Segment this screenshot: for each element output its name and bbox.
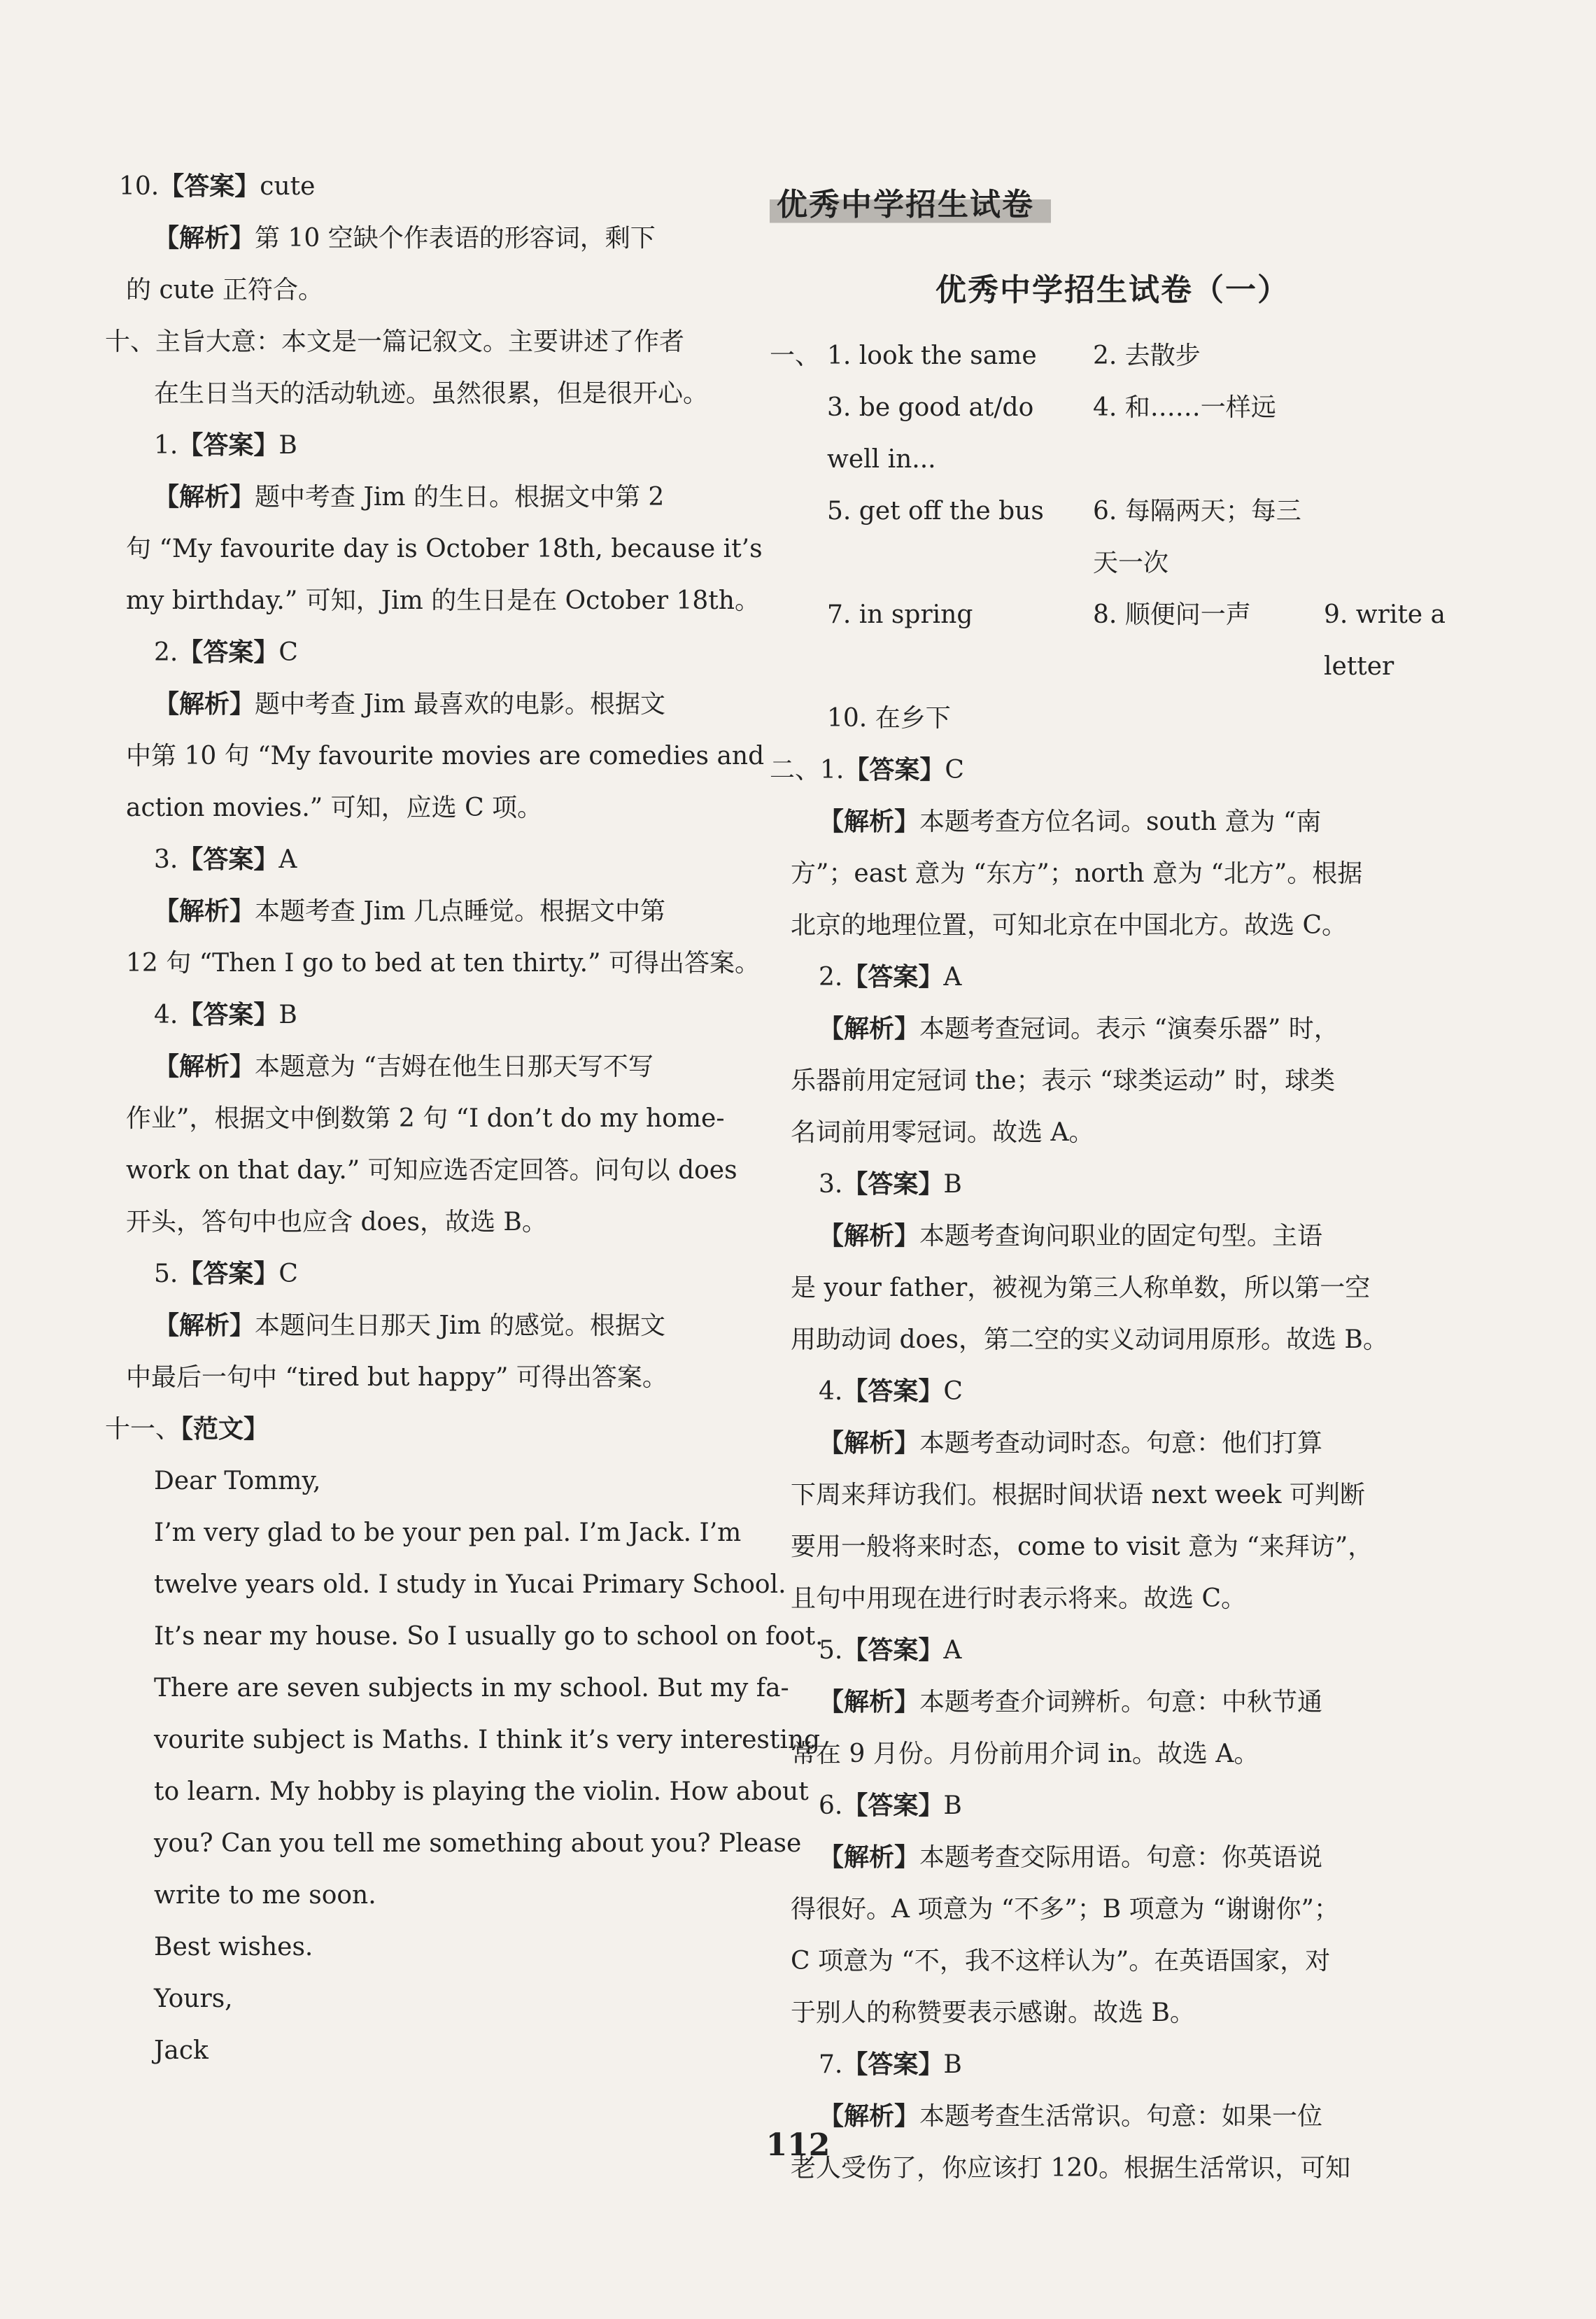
text-line [105, 575, 760, 627]
line-text: 4. [154, 1001, 178, 1029]
bracket-label: 【答案】 [842, 1377, 944, 1406]
line-text: 7. [819, 2050, 843, 2079]
part-one [770, 330, 1455, 745]
text-line [105, 1197, 749, 1248]
bracket-label: 【答案】 [842, 963, 944, 992]
line-text: B [943, 1791, 962, 1820]
text-line [770, 1987, 1455, 2039]
text-line [105, 368, 749, 420]
bracket-label: 【解析】 [154, 690, 255, 719]
text-line [105, 834, 749, 886]
line-text: twelve years old. I study in Yucai Primary School. [154, 1570, 786, 1599]
line-text: 用助动词 does，第二空的实义动词用原形。故选 B。 [791, 1325, 1388, 1354]
part-one-label: 一、 [770, 341, 821, 370]
text-line [770, 1159, 1455, 1211]
line-text: 本题考查冠词。表示 “演奏乐器” 时， [919, 1015, 1339, 1043]
text-line [105, 1404, 749, 1455]
text-line [770, 1366, 1455, 1418]
bracket-label: 【答案】 [842, 1791, 944, 1820]
text-line [105, 1248, 749, 1300]
bracket-label: 【答案】 [178, 638, 279, 667]
answer-row [827, 486, 1455, 589]
text-line [105, 1766, 809, 1818]
text-line [105, 989, 749, 1041]
text-line [105, 1507, 749, 1559]
text-line [105, 1663, 789, 1714]
answer-cell: 1. look the same [827, 341, 1037, 370]
bracket-label: 【答案】 [844, 756, 945, 784]
answer-cell [1093, 693, 1324, 745]
line-text: C [278, 638, 298, 667]
text-line [770, 1469, 1455, 1521]
line-text: 方”；east 意为 “东方”；north 意为 “北方”。根据 [791, 859, 1363, 888]
bracket-label: 【答案】 [159, 172, 260, 201]
text-line [770, 952, 1455, 1003]
text-line [105, 1922, 749, 1973]
text-line [770, 900, 1455, 952]
line-text: C 项意为 “不，我不这样认为”。在英语国家，对 [791, 1947, 1331, 1975]
part-one-answers [770, 330, 1455, 745]
bracket-label: 【解析】 [154, 224, 255, 253]
line-text: It’s near my house. So I usually go to school on foot. [154, 1622, 824, 1651]
line-text: A [943, 963, 962, 992]
line-text: 的 cute 正符合。 [126, 276, 324, 304]
line-text: 2. [819, 963, 843, 992]
text-line [105, 627, 749, 679]
bracket-label: 【答案】 [178, 845, 279, 874]
line-text: 本题考查动词时态。句意：他们打算 [919, 1429, 1323, 1458]
text-line [770, 1262, 1455, 1314]
text-line [770, 2039, 1455, 2091]
line-text: C [278, 1260, 298, 1288]
line-text: A [278, 845, 297, 874]
text-line [105, 523, 763, 575]
bracket-label: 【答案】 [842, 1170, 944, 1199]
line-text: write to me soon. [154, 1881, 376, 1910]
text-line [770, 1573, 1455, 1625]
line-text: 本题考查 Jim 几点睡觉。根据文中第 [255, 897, 665, 926]
bracket-label: 【答案】 [842, 1636, 944, 1665]
line-text: C [943, 1377, 963, 1406]
bracket-label: 【解析】 [819, 2102, 920, 2131]
line-text: 题中考查 Jim 最喜欢的电影。根据文 [255, 690, 665, 719]
line-text: 十、主旨大意：本文是一篇记叙文。主要讲述了作者 [105, 327, 685, 356]
answer-cell: 7. in spring [827, 600, 973, 629]
answer-cell: 4. 和……一样远 [1093, 393, 1276, 422]
line-text: Dear Tommy, [154, 1467, 321, 1495]
bracket-label: 【解析】 [154, 483, 255, 512]
line-text: 且句中用现在进行时表示将来。故选 C。 [791, 1584, 1246, 1613]
line-text: 本题意为 “吉姆在他生日那天写不写 [255, 1052, 654, 1081]
answer-row [827, 589, 1455, 693]
line-text: 乐器前用定冠词 the；表示 “球类运动” 时，球类 [791, 1066, 1336, 1095]
bracket-label: 【解析】 [819, 1222, 920, 1250]
text-line [105, 420, 749, 472]
line-text: 句 “My favourite day is October 18th, because it’s [126, 535, 763, 563]
line-text: 本题考查介词辨析。句意：中秋节通 [919, 1688, 1323, 1717]
text-line [105, 938, 760, 989]
bracket-label: 【解析】 [819, 808, 920, 836]
answer-cell [1324, 693, 1513, 745]
line-text: 本题考查交际用语。句意：你英语说 [919, 1843, 1323, 1872]
answer-cell [1324, 330, 1513, 382]
text-line [105, 1973, 749, 2025]
text-line [105, 1455, 749, 1507]
text-line [105, 265, 749, 316]
text-line [770, 1314, 1455, 1366]
text-line [770, 1936, 1455, 1987]
line-text: 6. [819, 1791, 843, 1820]
text-line [105, 679, 749, 731]
line-text: B [943, 2050, 962, 2079]
answer-cell: 5. get off the bus [827, 497, 1044, 526]
line-text: B [278, 1001, 297, 1029]
line-text: C [945, 756, 964, 784]
line-text: 中最后一句中 “tired but happy” 可得出答案。 [126, 1363, 668, 1392]
line-text: 在生日当天的活动轨迹。虽然很累，但是很开心。 [154, 379, 709, 408]
bracket-label: 【解析】 [819, 1843, 920, 1872]
line-text: Jack [154, 2036, 209, 2065]
text-line [770, 1003, 1455, 1055]
line-text: 二、1. [770, 756, 845, 784]
text-line [105, 1093, 749, 1145]
answer-cell [1324, 486, 1513, 589]
answer-cell: 3. be good at/do well in... [827, 393, 1034, 474]
bracket-label: 【答案】 [178, 1260, 279, 1288]
text-line [105, 2025, 749, 2077]
page-number: 112 [765, 2127, 831, 2163]
bracket-label: 【解析】 [154, 1311, 255, 1340]
line-text: 得很好。A 项意为 “不多”；B 项意为 “谢谢你”； [791, 1895, 1339, 1924]
text-line [770, 1780, 1455, 1832]
answer-cell: 9. write a letter [1324, 600, 1446, 681]
line-text: 老人受伤了，你应该打 120。根据生活常识，可知 [791, 2154, 1351, 2183]
text-line [105, 886, 749, 938]
bracket-label: 【解析】 [819, 1015, 920, 1043]
line-text: 下周来拜访我们。根据时间状语 next week 可判断 [791, 1481, 1365, 1509]
line-text: 4. [819, 1377, 843, 1406]
line-text: cute [260, 172, 316, 201]
line-text: 北京的地理位置，可知北京在中国北方。故选 C。 [791, 911, 1347, 940]
line-text: 3. [819, 1170, 843, 1199]
bracket-label: 【解析】 [154, 897, 255, 926]
text-line [105, 161, 749, 213]
answer-cell: 10. 在乡下 [827, 704, 951, 733]
right-answers [770, 745, 1455, 2194]
line-text: you? Can you tell me something about you? Please [154, 1829, 802, 1858]
line-text: work on that day.” 可知应选否定回答。问句以 does [126, 1156, 737, 1185]
line-text: A [943, 1636, 962, 1665]
text-line [105, 1145, 749, 1197]
line-text: 5. [154, 1260, 178, 1288]
text-line [105, 316, 749, 368]
line-text: 中第 10 句 “My favourite movies are comedies and [126, 742, 765, 770]
line-text: 10. [119, 172, 160, 201]
text-line [105, 1300, 749, 1352]
line-text: 5. [819, 1636, 843, 1665]
text-line [105, 1870, 749, 1922]
line-text: action movies.” 可知，应选 C 项。 [126, 794, 543, 822]
text-line [105, 1611, 824, 1663]
line-text: my birthday.” 可知，Jim 的生日是在 October 18th。 [126, 586, 760, 615]
section-tag: 优秀中学招生试卷 [770, 175, 1051, 230]
line-text: There are seven subjects in my school. But my fa- [154, 1674, 789, 1703]
line-text: 第 10 空缺个作表语的形容词，剩下 [255, 224, 656, 253]
line-text: 名词前用零冠词。故选 A。 [791, 1118, 1094, 1147]
line-text: Yours, [154, 1985, 233, 2013]
line-text: 常在 9 月份。月份前用介词 in。故选 A。 [791, 1740, 1259, 1768]
bracket-label: 【答案】 [178, 1001, 279, 1029]
line-text: 2. [154, 638, 178, 667]
line-text: Best wishes. [154, 1933, 313, 1961]
line-text: to learn. My hobby is playing the violin. How about [154, 1777, 809, 1806]
text-line [770, 1884, 1455, 1936]
line-text: I’m very glad to be your pen pal. I’m Jack. I’m [154, 1518, 742, 1547]
text-line [770, 1055, 1455, 1107]
text-line [105, 782, 749, 834]
text-line [770, 1677, 1455, 1728]
answer-row [827, 330, 1455, 382]
text-line [770, 1728, 1455, 1780]
answer-row [827, 693, 1455, 745]
text-line [770, 1832, 1455, 1884]
bracket-label: 【解析】 [154, 1052, 255, 1081]
text-line [105, 731, 765, 782]
answer-cell: 6. 每隔两天；每三天一次 [1093, 497, 1301, 577]
text-line [770, 1211, 1455, 1262]
text-line [770, 1521, 1455, 1573]
line-text: 1. [154, 431, 178, 460]
line-text: B [943, 1170, 962, 1199]
line-text: 十一、 [105, 1415, 181, 1444]
line-text: 作业”，根据文中倒数第 2 句 “I don’t do my home- [126, 1104, 725, 1133]
line-text: 12 句 “Then I go to bed at ten thirty.” 可得出答案。 [126, 949, 760, 978]
line-text: 3. [154, 845, 178, 874]
text-line [770, 1625, 1455, 1677]
text-line [770, 1107, 1455, 1159]
text-line [770, 1418, 1455, 1469]
bracket-label: 【范文】 [181, 1415, 269, 1444]
text-line [105, 1818, 802, 1870]
right-column [770, 175, 1455, 2194]
line-text: 题中考查 Jim 的生日。根据文中第 2 [255, 483, 665, 512]
line-text: 开头，答句中也应含 does，故选 B。 [126, 1208, 547, 1236]
text-line [105, 1559, 786, 1611]
line-text: vourite subject is Maths. I think it’s very interesting [154, 1726, 821, 1754]
line-text: 本题考查方位名词。south 意为 “南 [919, 808, 1322, 836]
text-line [105, 1041, 749, 1093]
line-text: 本题考查生活常识。句意：如果一位 [919, 2102, 1323, 2131]
answer-row [827, 382, 1455, 486]
text-line [105, 213, 749, 265]
text-line [770, 745, 1455, 796]
bracket-label: 【解析】 [819, 1688, 920, 1717]
exam-title: 优秀中学招生试卷（一） [935, 272, 1290, 308]
bracket-label: 【答案】 [842, 2050, 944, 2079]
text-line [770, 796, 1455, 848]
line-text: 于别人的称赞要表示感谢。故选 B。 [791, 1999, 1195, 2027]
text-line [770, 848, 1455, 900]
line-text: 本题考查询问职业的固定句型。主语 [919, 1222, 1323, 1250]
text-line [105, 472, 749, 523]
answer-cell [1324, 382, 1513, 486]
bracket-label: 【解析】 [819, 1429, 920, 1458]
line-text: 是 your father，被视为第三人称单数，所以第一空 [791, 1274, 1371, 1302]
line-text: B [278, 431, 297, 460]
answer-cell: 8. 顺便问一声 [1093, 600, 1251, 629]
answer-cell: 2. 去散步 [1093, 341, 1201, 370]
bracket-label: 【答案】 [178, 431, 279, 460]
line-text: 本题问生日那天 Jim 的感觉。根据文 [255, 1311, 665, 1340]
text-line [105, 1352, 749, 1404]
text-line [105, 1714, 821, 1766]
line-text: 要用一般将来时态，come to visit 意为 “来拜访”， [791, 1532, 1373, 1561]
